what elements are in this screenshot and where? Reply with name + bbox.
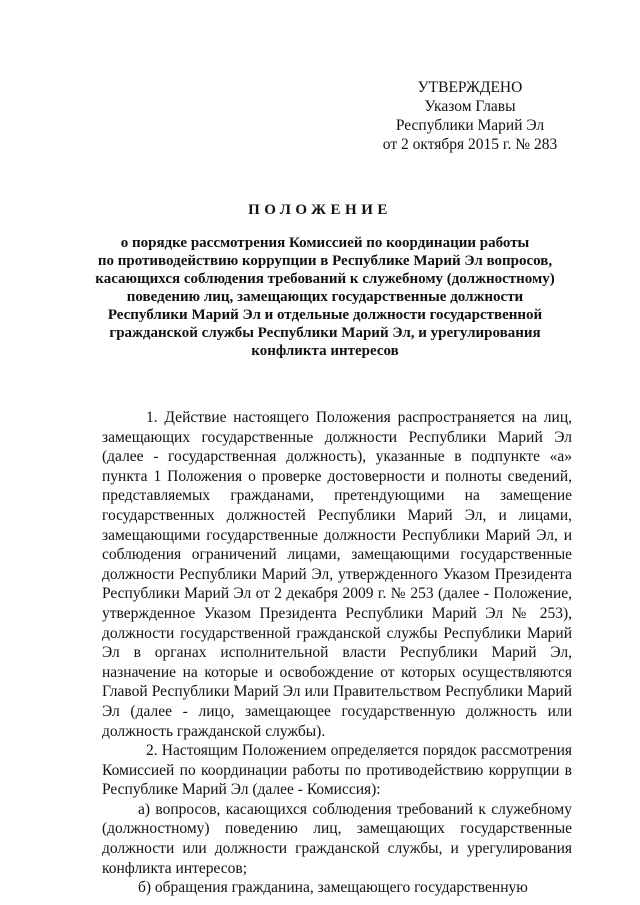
approval-line-approved: УТВЕРЖДЕНО bbox=[417, 79, 523, 96]
subtitle-line: гражданской службы Республики Марий Эл, и урегулирования bbox=[109, 325, 541, 341]
paragraph-1: 1. Действие настоящего Положения распространяется на лиц, замещающих государственные должности Республики Марий Эл (далее - государственная должность), указанные в подпункте «а» пункта 1 Положения о проверке достоверности и полноты сведений, представляемых гражданами, претендующими на замещение государственных должностей Республики Марий Эл, и лицами, замещающими государственные должности Республики Марий Эл, и соблюдения ограничений лицами, замещающими государственные должности Республики Марий Эл, утвержденного Указом Президента Республики Марий Эл от 2 декабря 2009 г. № 253 (далее - Положение, утвержденное Указом Президента Республики Марий Эл № 253), должности государственной гражданской службы Республики Марий Эл в органах исполнительной власти Республики Марий Эл, назначение на которые и освобождение от которых осуществляются Главой Республики Марий Эл или Правительством Республики Марий Эл (далее - лицо, замещающее государственную должность или должность гражданской службы). bbox=[102, 409, 572, 740]
approval-date-prefix: от bbox=[382, 136, 398, 153]
approval-stamp bbox=[360, 78, 580, 154]
subtitle-line: Республики Марий Эл и отдельные должности государственной bbox=[107, 307, 543, 323]
subtitle-line: о порядке рассмотрения Комиссией по координации работы bbox=[120, 235, 530, 251]
paragraph-2b: б) обращения гражданина, замещающего государственную bbox=[138, 879, 528, 897]
document-subtitle bbox=[90, 234, 560, 360]
approval-date-rest: октября 2015 г. № 283 bbox=[412, 136, 558, 153]
approval-line-decree: Указом Главы bbox=[424, 98, 516, 115]
subtitle-line: поведению лиц, замещающих государственные должности bbox=[126, 289, 524, 305]
subtitle-line: касающихся соблюдения требований к служебному (должностному) bbox=[95, 271, 555, 287]
subtitle-line: по противодействию коррупции в Республике Марий Эл вопросов, bbox=[97, 253, 553, 269]
approval-date-line bbox=[360, 135, 580, 154]
approval-line-republic: Республики Марий Эл bbox=[395, 117, 545, 134]
paragraph-2: 2. Настоящим Положением определяется порядок рассмотрения Комиссией по координации работы по противодействию коррупции в Республике Марий Эл (далее - Комиссия): bbox=[102, 742, 572, 799]
subtitle-line: конфликта интересов bbox=[251, 343, 399, 359]
document-body bbox=[102, 408, 572, 898]
document-title: ПОЛОЖЕНИЕ bbox=[248, 202, 392, 218]
approval-date-day: 2 bbox=[401, 136, 409, 153]
paragraph-2a: а) вопросов, касающихся соблюдения требований к служебному (должностному) поведению лиц, замещающих государственные должности или должности гражданской службы, и урегулирования конфликта интересов; bbox=[102, 800, 572, 877]
